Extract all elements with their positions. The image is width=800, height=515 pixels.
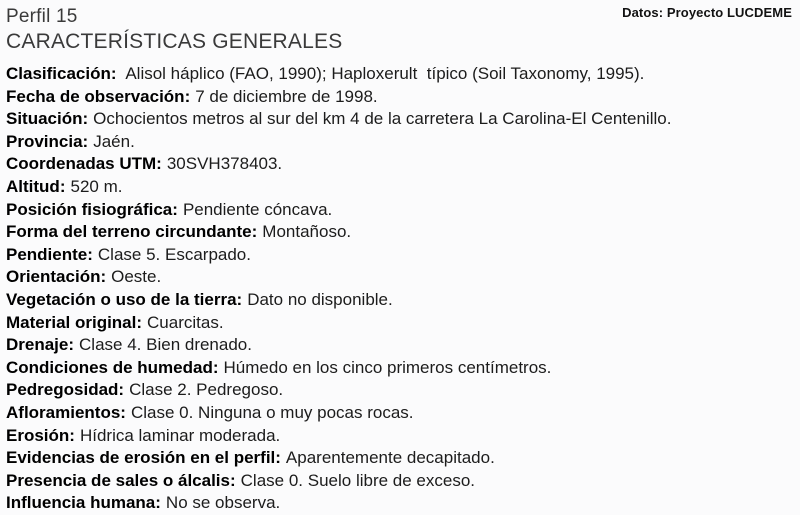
field-label: Orientación:	[6, 267, 107, 287]
field-label: Altitud:	[6, 176, 66, 196]
field-label: Provincia:	[6, 131, 89, 151]
field-label: Material original:	[6, 312, 143, 332]
field-label: Posición fisiográfica:	[6, 199, 178, 219]
field-label: Situación:	[6, 109, 89, 129]
field-label: Presencia de sales o álcalis:	[6, 470, 236, 490]
field-value: Clase 2. Pedregoso.	[129, 380, 284, 400]
field-row-presencia-sales	[6, 470, 800, 493]
field-row-condiciones-humedad	[6, 357, 800, 380]
field-value: Oeste.	[111, 267, 162, 287]
field-value: 520 m.	[70, 176, 123, 196]
field-row-material-original	[6, 312, 800, 335]
field-label: Afloramientos:	[6, 402, 126, 422]
field-value: Cuarcitas.	[147, 312, 224, 332]
field-value: Aparentemente decapitado.	[285, 448, 495, 468]
field-row-orientacion	[6, 266, 800, 289]
field-value: Clase 0. Suelo libre de exceso.	[240, 470, 476, 490]
field-value: Montañoso.	[262, 222, 352, 242]
field-value: 7 de diciembre de 1998.	[195, 86, 378, 106]
field-row-clasificacion	[6, 63, 800, 86]
profile-title: Perfil 15	[6, 6, 78, 27]
field-label: Influencia humana:	[6, 493, 161, 513]
field-row-afloramientos	[6, 402, 800, 425]
field-value: Ochocientos metros al sur del km 4 de la carretera La Carolina-El Centenillo.	[93, 109, 672, 129]
source-note: Datos: Proyecto LUCDEME	[622, 5, 792, 20]
field-label: Pendiente:	[6, 244, 93, 264]
field-label: Vegetación o uso de la tierra:	[6, 289, 243, 309]
field-value: Clase 5. Escarpado.	[97, 244, 251, 264]
field-value: Húmedo en los cinco primeros centímetros.	[223, 357, 552, 377]
field-label: Pedregosidad:	[6, 380, 125, 400]
field-list	[6, 63, 800, 515]
field-label: Forma del terreno circundante:	[6, 222, 258, 242]
field-label: Coordenadas UTM:	[6, 154, 162, 174]
field-row-drenaje	[6, 334, 800, 357]
field-row-vegetacion	[6, 289, 800, 312]
field-row-situacion	[6, 108, 800, 131]
field-value: Dato no disponible.	[247, 289, 393, 309]
field-value: No se observa.	[165, 493, 281, 513]
field-value: Pendiente cóncava.	[182, 199, 333, 219]
field-value: Clase 0. Ninguna o muy pocas rocas.	[130, 402, 414, 422]
field-row-pendiente	[6, 244, 800, 267]
field-label: Erosión:	[6, 425, 75, 445]
field-row-influencia-humana	[6, 492, 800, 515]
field-value: Clase 4. Bien drenado.	[79, 335, 252, 355]
field-label: Condiciones de humedad:	[6, 357, 219, 377]
field-row-altitud	[6, 176, 800, 199]
field-value: Jaén.	[93, 131, 135, 151]
field-row-forma-terreno	[6, 221, 800, 244]
field-row-pedregosidad	[6, 379, 800, 402]
section-title: CARACTERÍSTICAS GENERALES	[6, 30, 343, 53]
field-row-evidencias-erosion	[6, 447, 800, 470]
field-label: Evidencias de erosión en el perfil:	[6, 448, 281, 468]
field-row-posicion-fisiografica	[6, 199, 800, 222]
field-row-fecha-observacion	[6, 86, 800, 109]
field-label: Fecha de observación:	[6, 86, 191, 106]
field-row-coordenadas-utm	[6, 153, 800, 176]
field-value: 30SVH378403.	[166, 154, 283, 174]
field-label: Drenaje:	[6, 335, 75, 355]
field-label: Clasificación:	[6, 64, 117, 83]
field-value: Alisol háplico (FAO, 1990); Haploxerult típico (Soil Taxonomy, 1995).	[121, 64, 645, 83]
field-row-provincia	[6, 131, 800, 154]
field-row-erosion	[6, 425, 800, 448]
field-value: Hídrica laminar moderada.	[79, 425, 281, 445]
